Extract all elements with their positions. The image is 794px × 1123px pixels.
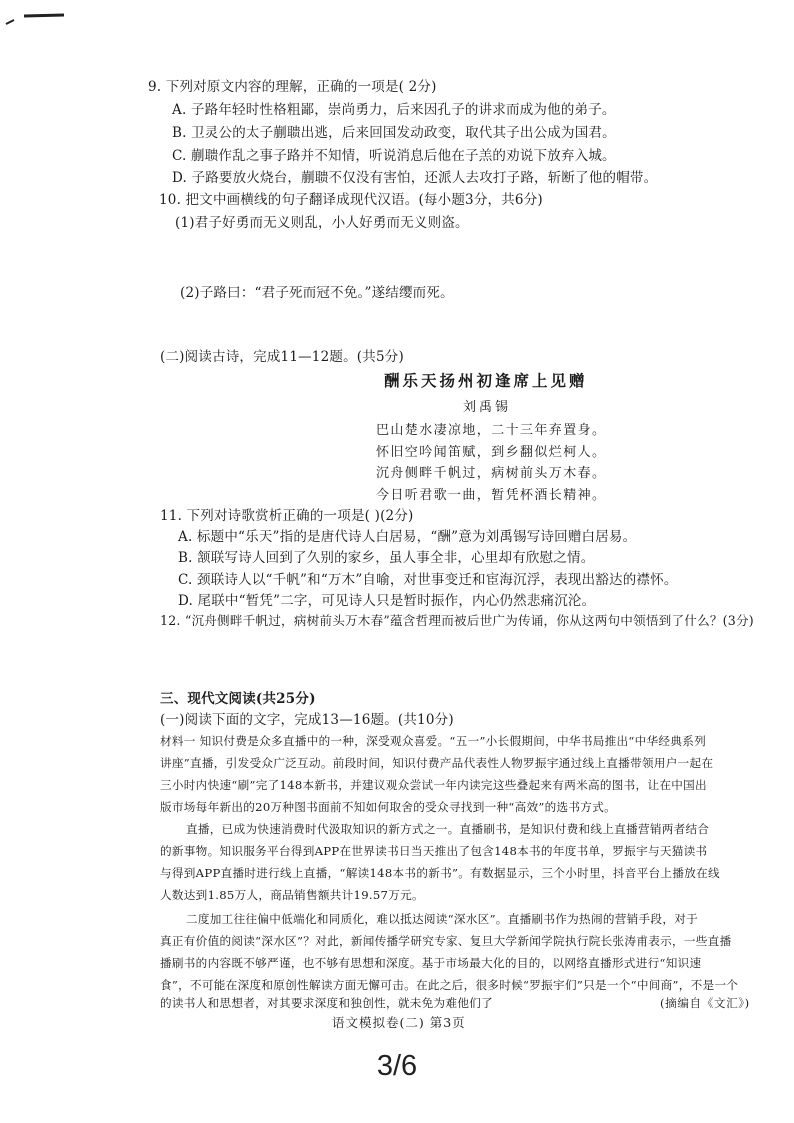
passage-line: 版市场每年新出的20万种图书面前不知如何取舍的受众寻找到一种“高效”的选书方式。 — [160, 800, 616, 814]
q11-stem: 11. 下列对诗歌赏析正确的一项是( )(2分) — [160, 508, 414, 524]
page-number: 3/6 — [376, 1050, 418, 1082]
poem-line: 沉舟侧畔千帆过，病树前头万木春。 — [376, 466, 607, 481]
poem-author: 刘禹锡 — [463, 400, 512, 415]
passage-line: 讲座”直播，引发受众广泛互动。前段时间，知识付费产品代表性人物罗振宇通过线上直播带领用户一起在 — [160, 756, 714, 770]
passage-line: 的新事物。知识服务平台得到APP在世界读书日当天推出了包含148本书的年度书单，罗振宇与天猫读书 — [160, 844, 708, 858]
passage-line: 食”，不可能在深度和原创性解读方面无懈可击。在此之后，很多时候“罗振宇们”只是一个“中间商”，不是一个 — [160, 978, 739, 992]
poem-line: 今日听君歌一曲，暂凭杯酒长精神。 — [376, 488, 607, 503]
passage-line: 三小时内快速“刷”完了148本新书，并建议观众尝试一年内读完这些叠起来有两米高的图书，让在中国出 — [160, 778, 707, 792]
q12-stem: 12. “沉舟侧畔千帆过，病树前头万木春”蕴含哲理而被后世广为传诵，你从这两句中领悟到了什么？(3分) — [160, 613, 754, 628]
section3-subheading: (一)阅读下面的文字，完成13—16题。(共10分) — [160, 712, 454, 728]
q9-option-a: A. 子路年轻时性格粗鄙，崇尚勇力，后来因孔子的讲求而成为他的弟子。 — [172, 102, 616, 118]
scan-corner-mark — [2, 6, 72, 26]
q10-item-1: (1)君子好勇而无义则乱，小人好勇而无义则盗。 — [175, 215, 469, 231]
poem-title: 酬乐天扬州初逢席上见赠 — [384, 371, 588, 390]
page-footer: 语文模拟卷(二) 第3页 — [332, 1015, 466, 1030]
q9-option-b: B. 卫灵公的太子蒯聩出逃，后来回国发动政变，取代其子出公成为国君。 — [172, 125, 616, 141]
passage-line: 真正有价值的阅读“深水区”？对此，新闻传播学研究专家、复旦大学新闻学院执行院长张涛甫表示，一些直播 — [160, 934, 732, 948]
q11-option-d: D. 尾联中“暂凭”二字，可见诗人只是暂时振作，内心仍然悲痛沉沦。 — [178, 593, 596, 609]
q11-option-c: C. 颈联诗人以“千帆”和“万木”自喻，对世事变迁和宦海沉浮，表现出豁达的襟怀。 — [178, 572, 678, 588]
poem-line: 怀旧空吟闻笛赋，到乡翻似烂柯人。 — [376, 445, 607, 460]
q11-option-a: A. 标题中“乐天”指的是唐代诗人白居易，“酬”意为刘禹锡写诗回赠白居易。 — [178, 529, 637, 545]
passage-line: 的读书人和思想者，对其要求深度和独创性，就未免为难他们了 — [160, 996, 494, 1010]
passage-line: 与得到APP直播时进行线上直播，“解读148本书的新书”。有数据显示，三个小时里，抖音平台上播放在线 — [160, 866, 720, 880]
passage-line: 播刷书的内容既不够严谨，也不够有思想和深度。基于市场最大化的目的，以网络直播形式进行“知识速 — [160, 956, 702, 970]
q10-item-2: (2)子路曰：“君子死而冠不免。”遂结缨而死。 — [180, 285, 454, 301]
poem-line: 巴山楚水凄凉地，二十三年弃置身。 — [376, 423, 607, 438]
q9-option-d: D. 子路要放火烧台，蒯聩不仅没有害怕，还派人去攻打子路，斩断了他的帽带。 — [172, 170, 658, 186]
passage-line: 二度加工往往偏中低端化和同质化，难以抵达阅读“深水区”。直播刷书作为热闹的营销手段，对于 — [186, 912, 698, 926]
q9-stem: 9. 下列对原文内容的理解，正确的一项是( 2分) — [148, 79, 437, 95]
passage-line: 人数达到1.85万人，商品销售额共计19.57万元。 — [160, 888, 424, 902]
section2-heading: (二)阅读古诗，完成11—12题。(共5分) — [160, 349, 404, 365]
section3-heading: 三、现代文阅读(共25分) — [160, 691, 316, 707]
passage-source: (摘编自《文汇》) — [660, 996, 750, 1010]
q10-stem: 10. 把文中画横线的句子翻译成现代汉语。(每小题3分，共6分) — [159, 192, 543, 208]
passage-line: 材料一 知识付费是众多直播中的一种，深受观众喜爱。“五一”小长假期间，中华书局推出“中华经典系列 — [160, 734, 706, 748]
passage-line: 直播，已成为快速消费时代汲取知识的新方式之一。直播刷书，是知识付费和线上直播营销两者结合 — [186, 822, 710, 836]
q11-option-b: B. 颔联写诗人回到了久别的家乡，虽人事全非，心里却有欣慰之情。 — [178, 550, 595, 566]
q9-option-c: C. 蒯聩作乱之事子路并不知情，听说消息后他在子羔的劝说下放弃入城。 — [172, 148, 616, 164]
